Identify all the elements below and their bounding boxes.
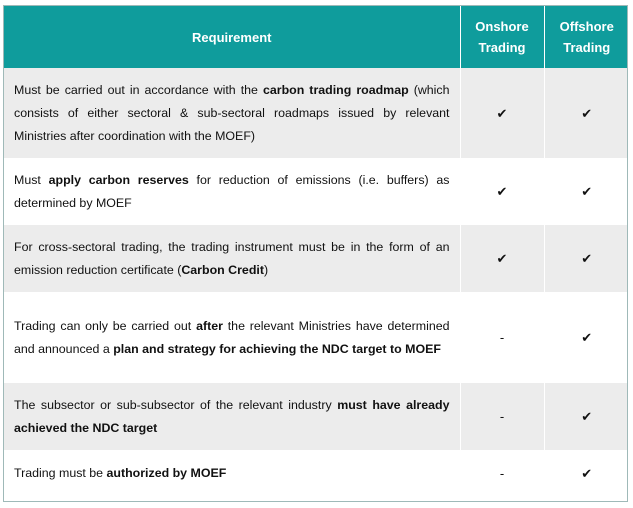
- offshore-check-icon: ✔: [544, 158, 628, 225]
- onshore-check-icon: ✔: [460, 225, 544, 292]
- requirements-table: [4, 6, 628, 496]
- requirement-cell: [4, 158, 460, 225]
- requirement-highlight: plan and strategy for achieving the NDC target to MOEF: [113, 341, 441, 356]
- offshore-check-icon: ✔: [544, 292, 628, 383]
- header-row: [4, 6, 628, 68]
- onshore-check-icon: ✔: [460, 68, 544, 158]
- requirement-highlight: Carbon Credit: [181, 262, 264, 277]
- requirement-text: Trading must be: [14, 465, 107, 480]
- requirement-highlight: apply carbon reserves: [48, 172, 189, 187]
- table-row: [4, 158, 628, 225]
- header-offshore: Offshore Trading: [544, 6, 628, 68]
- requirement-cell: [4, 383, 460, 450]
- requirement-text: For cross-sectoral trading, the trading instrument must be in the form of an emission reduction certificate (: [14, 239, 450, 277]
- requirements-table-container: [3, 5, 628, 502]
- requirement-highlight: carbon trading roadmap: [262, 82, 409, 97]
- table-row: [4, 383, 628, 450]
- requirement-text: ): [263, 262, 269, 277]
- onshore-dash: -: [460, 383, 544, 450]
- offshore-check-icon: ✔: [544, 450, 628, 496]
- requirement-text: for reduction of emissions (i.e. buffers) as determined by MOEF: [14, 172, 450, 210]
- requirement-cell: [4, 225, 460, 292]
- onshore-dash: -: [460, 292, 544, 383]
- requirement-highlight: after: [196, 318, 223, 333]
- table-row: [4, 68, 628, 158]
- requirement-text: (which consists of either sectoral & sub-sectoral roadmaps issued by relevant Ministries after coordination with the MOEF): [14, 82, 450, 143]
- onshore-check-icon: ✔: [460, 158, 544, 225]
- requirement-highlight: must have already achieved the NDC target: [14, 397, 450, 435]
- header-requirement: Requirement: [4, 6, 460, 68]
- table-row: [4, 225, 628, 292]
- requirement-text: The subsector or sub-subsector of the relevant industry: [14, 397, 338, 412]
- table-row: [4, 292, 628, 383]
- offshore-check-icon: ✔: [544, 225, 628, 292]
- requirement-text: Must: [14, 172, 49, 187]
- table-body: [4, 68, 628, 496]
- table-row: [4, 450, 628, 496]
- offshore-check-icon: ✔: [544, 68, 628, 158]
- header-onshore: Onshore Trading: [460, 6, 544, 68]
- requirement-highlight: authorized by MOEF: [106, 465, 227, 480]
- requirement-text: Must be carried out in accordance with the: [14, 82, 263, 97]
- requirement-cell: [4, 292, 460, 383]
- requirement-text: Trading can only be carried out: [14, 318, 197, 333]
- table-header: [4, 6, 628, 68]
- offshore-check-icon: ✔: [544, 383, 628, 450]
- onshore-dash: -: [460, 450, 544, 496]
- requirement-text: the relevant Ministries have determined and announced a: [14, 318, 450, 356]
- requirement-cell: [4, 68, 460, 158]
- requirement-cell: [4, 450, 460, 496]
